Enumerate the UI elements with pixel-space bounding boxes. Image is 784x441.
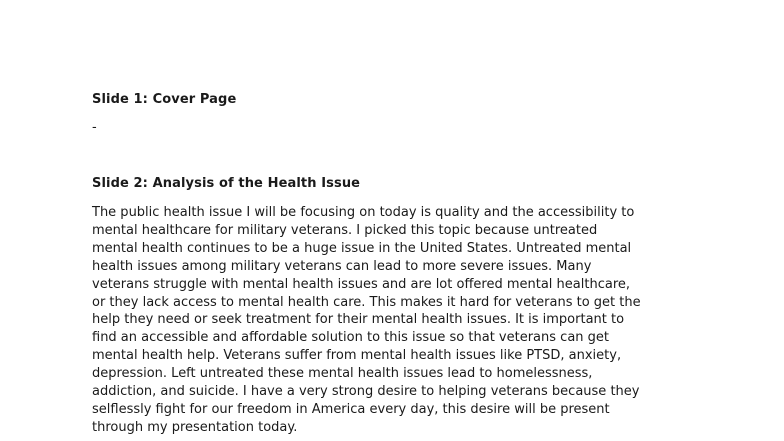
paragraph-line: help they need or seek treatment for their mental health issues. It is important to [92,312,625,328]
paragraph-line: find an accessible and affordable solution to this issue so that veterans can get [92,330,609,346]
paragraph-line: veterans struggle with mental health issues and are lot offered mental healthcare, [92,276,631,292]
paragraph-line: or they lack access to mental health care. This makes it hard for veterans to get the [92,294,641,310]
slide-2-body-paragraph [92,204,712,437]
paragraph-line: depression. Left untreated these mental health issues lead to homelessness, [92,366,593,382]
paragraph-line: mental health continues to be a huge issue in the United States. Untreated mental [92,240,632,256]
slide-1-bullet: - [92,120,97,135]
paragraph-line: The public health issue I will be focusing on today is quality and the accessibility to [92,205,635,220]
paragraph-line: selflessly fight for our freedom in America every day, this desire will be present [92,401,610,417]
paragraph-line: health issues among military veterans can lead to more severe issues. Many [92,258,592,274]
slide-2-heading: Slide 2: Analysis of the Health Issue [92,176,361,191]
paragraph-line: addiction, and suicide. I have a very strong desire to helping veterans because they [92,384,640,400]
slide-1-heading: Slide 1: Cover Page [92,92,237,107]
paragraph-line: mental health help. Veterans suffer from mental health issues like PTSD, anxiety, [92,348,622,364]
paragraph-line: mental healthcare for military veterans. I picked this topic because untreated [92,222,598,238]
paragraph-line: through my presentation today. [92,419,298,435]
